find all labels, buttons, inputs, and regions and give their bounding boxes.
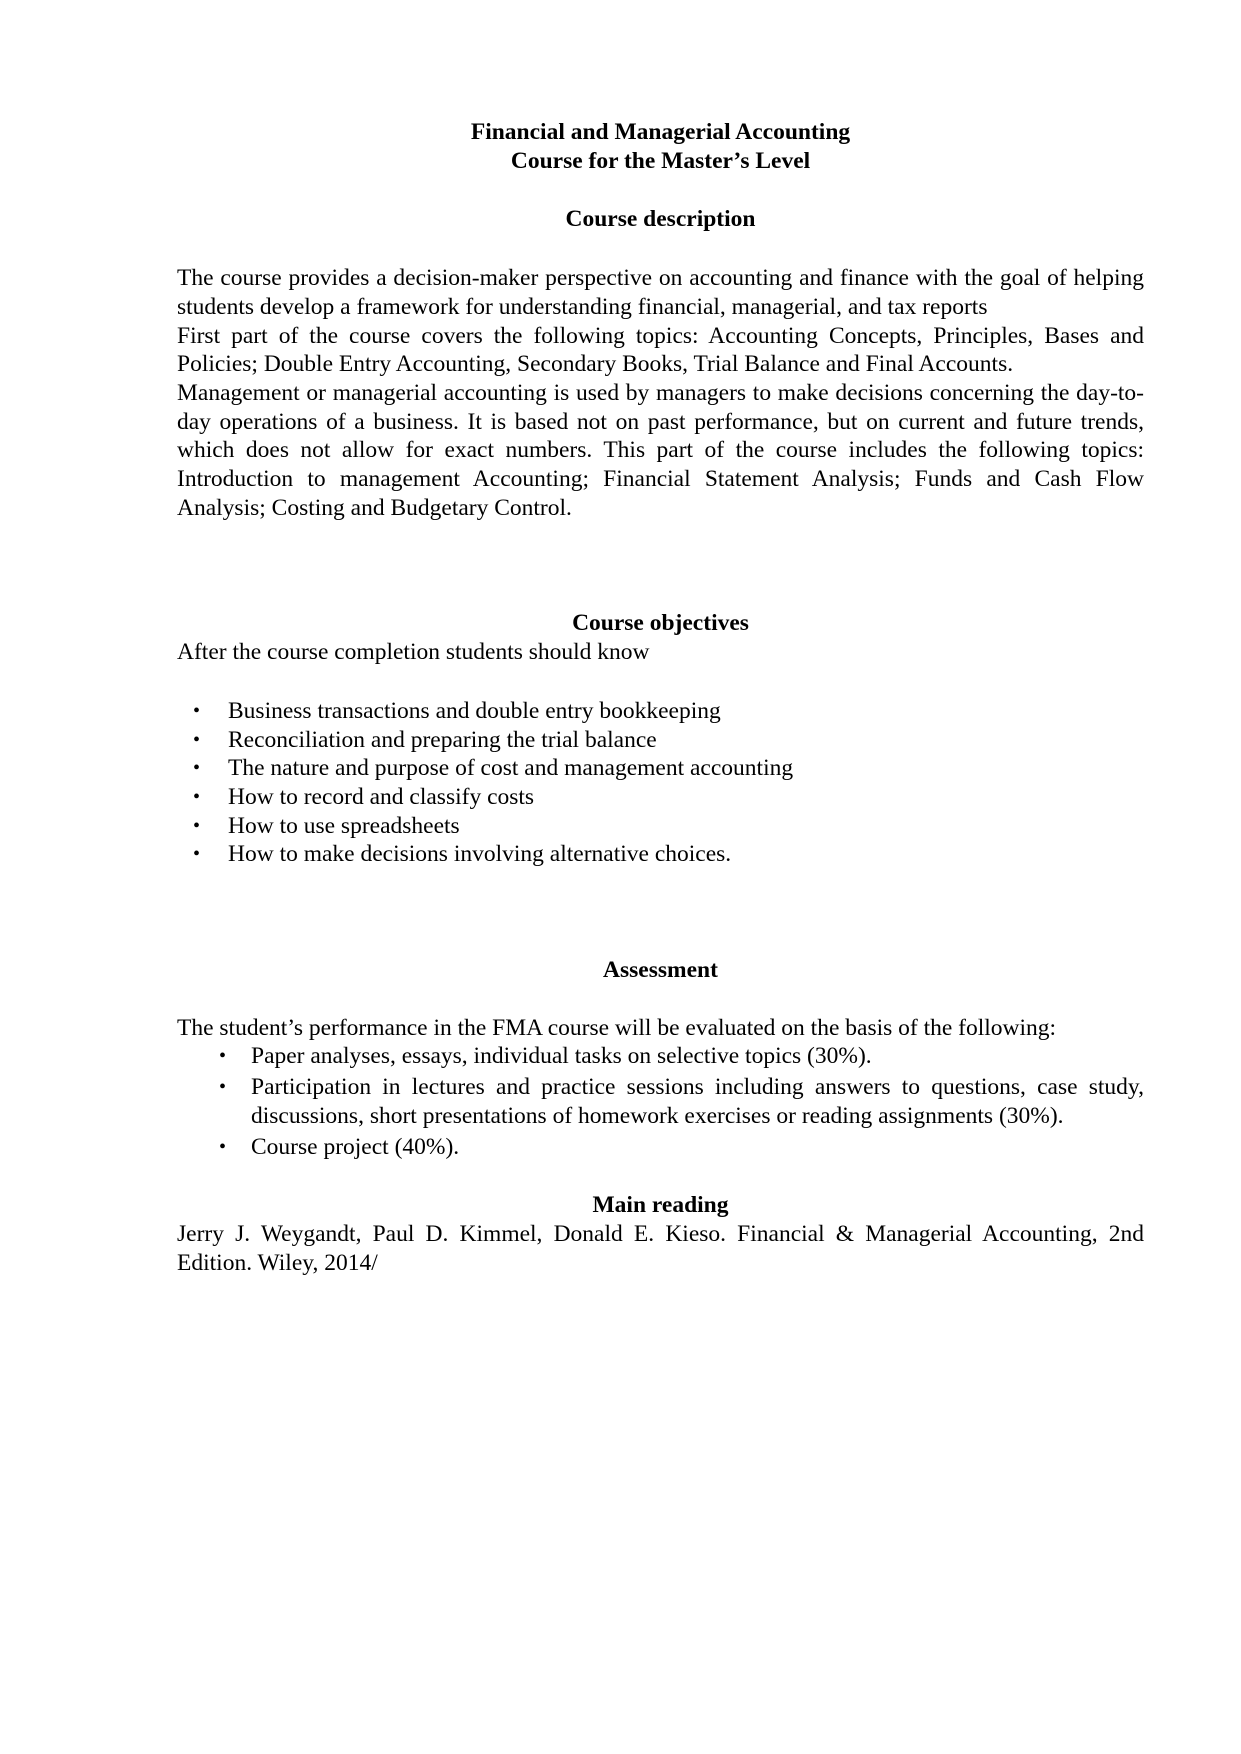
bullet-icon: • <box>193 699 201 722</box>
document-title <box>177 118 1144 175</box>
bullet-icon: • <box>219 1045 227 1068</box>
course-objectives-heading: Course objectives <box>572 610 749 637</box>
assessment-list <box>177 1042 1144 1161</box>
bullet-icon: • <box>193 757 201 780</box>
title-line-2: Course for the Master’s Level <box>510 147 811 174</box>
list-item: • The nature and purpose of cost and management accounting <box>193 755 794 782</box>
assessment-intro: The student’s performance in the FMA course will be evaluated on the basis of the following: <box>177 1014 1057 1041</box>
document-page <box>177 118 1144 1277</box>
list-item: • How to record and classify costs <box>193 783 535 810</box>
bullet-icon: • <box>193 814 201 837</box>
course-description-paragraph-2: First part of the course covers the following topics: Accounting Concepts, Principles, Bases and Policies; Double Entry Accounting, Secondary Books, Trial Balance and Final Accounts. <box>177 322 1144 378</box>
bullet-icon: • <box>193 728 201 751</box>
course-description-heading: Course description <box>565 206 756 233</box>
course-description-paragraph-3: Management or managerial accounting is used by managers to make decisions concerning the day-to-day operations of a business. It is based not on past performance, but on current and future trends, which does not allow for exact numbers. This part of the course includes the following topics: Introduction to management Accounting; Financial Statement Analysis; Funds and Cash Flow Analysis; Costing and Budgetary Control. <box>177 379 1144 521</box>
list-item: • How to make decisions involving alternative choices. <box>193 841 732 868</box>
course-description-paragraph-1: The course provides a decision-maker perspective on accounting and finance with the goal of helping students develop a framework for understanding financial, managerial, and tax reports <box>177 265 1144 320</box>
bullet-icon: • <box>193 785 201 808</box>
course-objectives-list <box>177 697 1144 869</box>
title-line-1: Financial and Managerial Accounting <box>470 119 851 145</box>
list-item: • How to use spreadsheets <box>193 812 460 839</box>
bullet-icon: • <box>219 1135 227 1158</box>
course-objectives-intro: After the course completion students should know <box>177 639 650 666</box>
bullet-icon: • <box>193 843 201 866</box>
list-item: • Paper analyses, essays, individual tasks on selective topics (30%). <box>219 1043 872 1070</box>
list-item: • Business transactions and double entry bookkeeping <box>193 697 721 724</box>
main-reading-text: Jerry J. Weygandt, Paul D. Kimmel, Donald E. Kieso. Financial & Managerial Accounting, 2nd Edition. Wiley, 2014/ <box>177 1220 1144 1276</box>
list-item: • Course project (40%). <box>219 1133 460 1160</box>
main-reading-heading: Main reading <box>592 1192 729 1219</box>
list-item: • Participation in lectures and practice sessions including answers to questions, case study, discussions, short presentations of homework exercises or reading assignments (30%). <box>219 1074 1144 1129</box>
list-item: • Reconciliation and preparing the trial balance <box>193 726 657 753</box>
assessment-heading: Assessment <box>603 957 718 984</box>
bullet-icon: • <box>219 1076 227 1099</box>
